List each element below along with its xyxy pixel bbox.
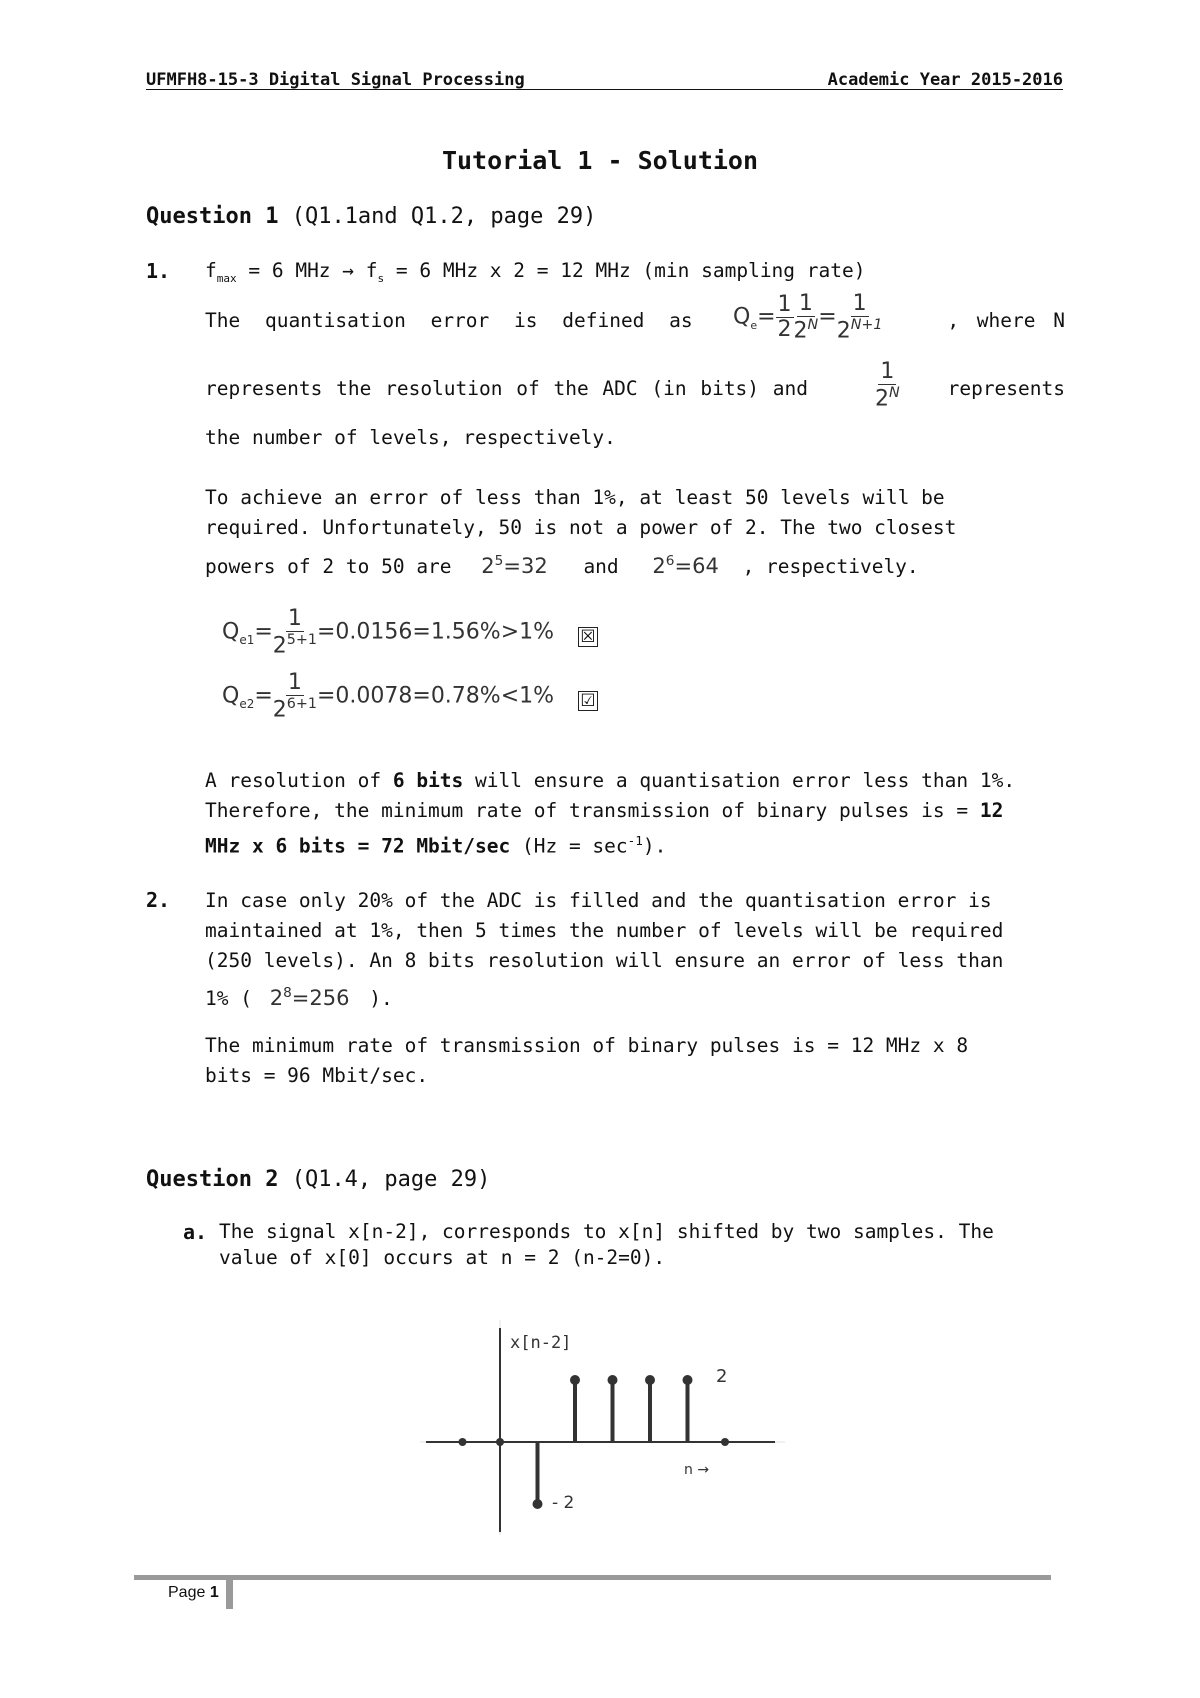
levels-num: 1 <box>798 291 813 316</box>
qe2-fraction <box>273 672 317 721</box>
quantisation-definition-text: The quantisation error is defined as <box>205 309 693 332</box>
q-symbol: Q <box>733 304 751 330</box>
academic-year-header: Academic Year 2015-2016 <box>827 70 1063 90</box>
qe2-q: Q <box>222 683 240 709</box>
y-axis-label: x[n-2] <box>510 1333 572 1353</box>
p6-base: 2 <box>652 554 666 578</box>
stem-point <box>570 1375 580 1385</box>
power-8-expression <box>270 986 350 1010</box>
result-num: 1 <box>852 291 867 316</box>
question-2-heading <box>146 1167 490 1192</box>
stem-point <box>683 1375 693 1385</box>
eq-sign: = <box>757 304 776 330</box>
qe1-num: 1 <box>287 606 302 631</box>
fmax-symbol: f <box>205 259 217 282</box>
p6-exp: 6 <box>665 553 675 569</box>
result-l3-bold: MHz x 6 bits = 72 Mbit/sec <box>205 834 511 858</box>
levels-fraction <box>794 293 819 342</box>
levels-line: the number of levels, respectively. <box>205 426 616 449</box>
qe2-den-exp: 6+1 <box>286 696 317 712</box>
represents-line <box>205 359 1065 415</box>
page-label: Page <box>168 1584 206 1601</box>
qe1-den <box>273 632 317 657</box>
error-paragraph-line-2: required. Unfortunately, 50 is not a power of 2. The two closest <box>205 516 957 539</box>
stem-point <box>645 1375 655 1385</box>
qe2-den <box>273 696 317 721</box>
qe1-rhs: =0.0156=1.56%>1% <box>316 619 555 645</box>
result-l1-a: A resolution of <box>205 769 393 792</box>
result-l3-b: (Hz = sec <box>510 834 628 858</box>
p5-exp: 5 <box>494 553 504 569</box>
and-word: and <box>583 555 619 578</box>
result-l1-bold: 6 bits <box>392 769 464 792</box>
negative-level-label: - 2 <box>552 1493 575 1513</box>
quantisation-definition <box>205 291 1065 347</box>
result-l2-bold: 12 <box>979 799 1004 822</box>
stem-point <box>533 1499 543 1509</box>
sampling-rate-tail: = 6 MHz x 2 = 12 MHz (min sampling rate) <box>384 259 866 282</box>
result-l3-c: ). <box>642 834 667 858</box>
where-n-text: , where N <box>947 309 1065 332</box>
qe1-den-exp: 5+1 <box>286 632 317 648</box>
result-den-exp: N+1 <box>850 317 883 333</box>
levels-den-exp: N <box>807 317 819 333</box>
frac-den-exp: N <box>889 385 900 401</box>
qe1-eq: = <box>254 619 273 645</box>
footer-bar <box>226 1575 233 1609</box>
n-axis-label: n → <box>684 1462 710 1478</box>
sampling-rate-mid: = 6 MHz → f <box>236 259 378 282</box>
q-subscript: e <box>750 319 758 333</box>
result-line-3 <box>205 826 666 862</box>
sampling-rate-line <box>205 256 865 294</box>
qe2-den-base: 2 <box>272 697 287 723</box>
p5-val: =32 <box>503 554 548 578</box>
levels-den <box>794 317 819 342</box>
item-a-line-1: The signal x[n-2], corresponds to x[n] shifted by two samples. The <box>219 1220 994 1243</box>
item-2-line-3: (250 levels). An 8 bits resolution will ensure an error of less than <box>205 949 1004 972</box>
p8-exp: 8 <box>283 985 292 1001</box>
half-fraction <box>776 294 794 341</box>
item2-l4-lead: 1% ( <box>205 987 252 1010</box>
error-paragraph-line-1: To achieve an error of less than 1%, at least 50 levels will be <box>205 486 945 509</box>
qe2-rhs: =0.0078=0.78%<1% <box>316 683 555 709</box>
p8-val: =256 <box>291 986 350 1010</box>
item-2-line-4 <box>205 978 393 1014</box>
page-number <box>168 1584 219 1602</box>
error-paragraph-line-3 <box>205 546 919 582</box>
stem-point <box>608 1375 618 1385</box>
p5-base: 2 <box>481 554 495 578</box>
header-rule <box>146 89 1063 90</box>
qe2-eq: = <box>254 683 273 709</box>
checkmark-checkbox-icon: ☑ <box>578 691 598 711</box>
result-den-base: 2 <box>836 318 851 344</box>
represents-text: represents the resolution of the ADC (in bits) and <box>205 377 808 400</box>
question-1-reference: (Q1.1and Q1.2, page 29) <box>291 204 597 229</box>
qe1-q: Q <box>222 619 240 645</box>
item-1-number: 1. <box>146 259 171 283</box>
fs-subscript: s <box>377 271 385 285</box>
page-title: Tutorial 1 - Solution <box>441 146 759 175</box>
item-a-label: a. <box>183 1220 208 1244</box>
fmax-subscript: max <box>216 271 237 285</box>
item-a-line-2: value of x[0] occurs at n = 2 (n-2=0). <box>219 1246 666 1269</box>
item-2-number: 2. <box>146 888 171 912</box>
p6-val: =64 <box>674 554 719 578</box>
question-2-label: Question 2 <box>146 1167 279 1192</box>
qe1-sub: e1 <box>239 633 255 648</box>
qe2-sub: e2 <box>239 697 255 712</box>
item-2-line-2: maintained at 1%, then 5 times the number of levels will be required <box>205 919 1004 942</box>
power-5-expression <box>481 554 547 578</box>
page-number-value: 1 <box>209 1584 219 1601</box>
power-6-expression <box>652 554 718 578</box>
positive-level-label: 2 <box>716 1366 728 1387</box>
result-line-1 <box>205 766 1015 796</box>
item-2-line-1: In case only 20% of the ADC is filled and the quantisation error is <box>205 889 992 912</box>
p8-base: 2 <box>269 986 284 1010</box>
stem-point <box>721 1438 729 1446</box>
frac-den-base: 2 <box>875 386 889 412</box>
item-2-rate-line-1: The minimum rate of transmission of binary pulses is = 12 MHz x 8 <box>205 1034 969 1057</box>
represents-tail: represents <box>947 377 1065 400</box>
course-header: UFMFH8-15-3 Digital Signal Processing <box>146 70 525 90</box>
footer-rule <box>134 1575 1051 1580</box>
cross-checkbox-icon: ☒ <box>578 627 598 647</box>
frac-den <box>875 385 900 410</box>
item2-l4-tail: ). <box>369 987 393 1010</box>
result-den <box>837 317 883 342</box>
half-den: 2 <box>777 317 792 343</box>
question-2-reference: (Q1.4, page 29) <box>291 1167 491 1192</box>
qe1-equation <box>222 608 554 657</box>
result-fraction <box>837 293 883 342</box>
powers-lead: powers of 2 to 50 are <box>205 555 452 578</box>
result-l1-c: will ensure a quantisation error less than 1%. <box>463 769 1016 792</box>
qe2-equation <box>222 672 554 721</box>
result-l2-a: Therefore, the minimum rate of transmission of binary pulses is = <box>205 799 980 822</box>
half-num: 1 <box>777 292 792 318</box>
result-line-2 <box>205 796 1003 826</box>
stem-point <box>459 1438 467 1446</box>
qe1-den-base: 2 <box>272 633 287 659</box>
qe2-num: 1 <box>287 670 302 695</box>
question-1-label: Question 1 <box>146 204 279 229</box>
levels-den-base: 2 <box>793 318 808 344</box>
stem-point <box>496 1438 504 1446</box>
quantisation-formula <box>733 293 882 342</box>
powers-tail: , respectively. <box>742 555 919 578</box>
eq-sign-2: = <box>818 304 837 330</box>
item-2-rate-line-2: bits = 96 Mbit/sec. <box>205 1064 429 1087</box>
result-l3-sup: -1 <box>627 833 643 848</box>
qe1-fraction <box>273 608 317 657</box>
question-1-heading <box>146 204 596 229</box>
shifted-signal-stem-plot <box>420 1300 790 1540</box>
one-over-2n-fraction <box>875 361 900 410</box>
frac-num: 1 <box>880 359 895 384</box>
